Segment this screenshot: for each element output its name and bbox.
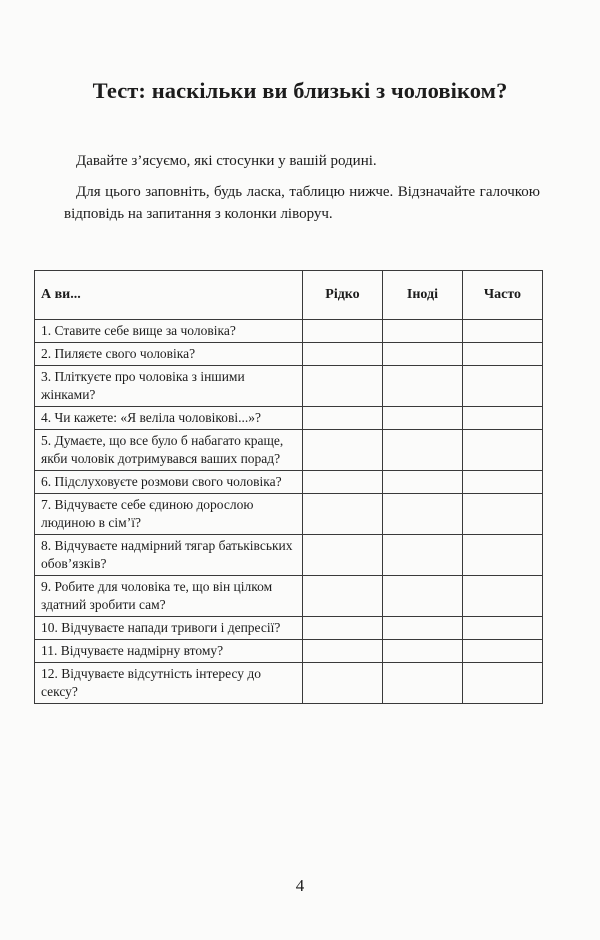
answer-cell-rarely[interactable] <box>302 366 382 407</box>
answer-cell-rarely[interactable] <box>302 430 382 471</box>
column-header-often: Часто <box>462 271 542 320</box>
table-row <box>35 535 543 576</box>
answer-cell-often[interactable] <box>462 471 542 494</box>
question-text: 10. Відчуваєте напади тривоги і депресії? <box>35 617 303 640</box>
table-row <box>35 494 543 535</box>
answer-cell-often[interactable] <box>462 407 542 430</box>
answer-cell-rarely[interactable] <box>302 320 382 343</box>
answer-cell-often[interactable] <box>462 494 542 535</box>
table-row <box>35 617 543 640</box>
answer-cell-sometimes[interactable] <box>382 494 462 535</box>
answer-cell-often[interactable] <box>462 320 542 343</box>
answer-cell-often[interactable] <box>462 535 542 576</box>
answer-cell-often[interactable] <box>462 663 542 704</box>
answer-cell-rarely[interactable] <box>302 535 382 576</box>
page-number: 4 <box>295 876 305 895</box>
table-row <box>35 471 543 494</box>
answer-cell-rarely[interactable] <box>302 617 382 640</box>
question-text: 7. Відчуваєте себе єдиною дорослою людиною в сім’ї? <box>35 494 303 535</box>
column-header-sometimes: Іноді <box>382 271 462 320</box>
question-text: 1. Ставите себе вище за чоловіка? <box>35 320 303 343</box>
answer-cell-sometimes[interactable] <box>382 471 462 494</box>
answer-cell-sometimes[interactable] <box>382 617 462 640</box>
table-row <box>35 640 543 663</box>
question-text: 2. Пиляєте свого чоловіка? <box>35 343 303 366</box>
answer-cell-sometimes[interactable] <box>382 535 462 576</box>
intro-paragraph-1: Давайте з’ясуємо, які стосунки у вашій родині. <box>76 153 377 169</box>
question-text: 12. Відчуваєте відсутність інтересу до сексу? <box>35 663 303 704</box>
answer-cell-often[interactable] <box>462 430 542 471</box>
table-row <box>35 576 543 617</box>
answer-cell-sometimes[interactable] <box>382 407 462 430</box>
table-header-row <box>35 271 543 320</box>
answer-cell-rarely[interactable] <box>302 640 382 663</box>
answer-cell-often[interactable] <box>462 640 542 663</box>
answer-cell-rarely[interactable] <box>302 494 382 535</box>
page-title: Тест: наскільки ви близькі з чоловіком? <box>92 78 508 103</box>
answer-cell-rarely[interactable] <box>302 471 382 494</box>
table-row <box>35 320 543 343</box>
table-row <box>35 663 543 704</box>
column-header-question: А ви... <box>35 271 303 320</box>
answer-cell-rarely[interactable] <box>302 663 382 704</box>
intro-paragraph-2: Для цього заповніть, будь ласка, таблицю нижче. Відзначайте галочкою відповідь на запитання з колонки ліворуч. <box>64 184 540 222</box>
answer-cell-often[interactable] <box>462 366 542 407</box>
question-text: 8. Відчуваєте надмірний тягар батьківських обов’язків? <box>35 535 303 576</box>
answer-cell-rarely[interactable] <box>302 576 382 617</box>
question-text: 5. Думаєте, що все було б набагато краще, якби чоловік дотримувався ваших порад? <box>35 430 303 471</box>
answer-cell-sometimes[interactable] <box>382 366 462 407</box>
answer-cell-often[interactable] <box>462 576 542 617</box>
table-row <box>35 366 543 407</box>
answer-cell-sometimes[interactable] <box>382 430 462 471</box>
question-text: 6. Підслуховуєте розмови свого чоловіка? <box>35 471 303 494</box>
answer-cell-often[interactable] <box>462 617 542 640</box>
answer-cell-rarely[interactable] <box>302 343 382 366</box>
answer-cell-sometimes[interactable] <box>382 576 462 617</box>
answer-cell-sometimes[interactable] <box>382 320 462 343</box>
table-row <box>35 407 543 430</box>
answer-cell-sometimes[interactable] <box>382 343 462 366</box>
table-row <box>35 430 543 471</box>
column-header-rarely: Рідко <box>302 271 382 320</box>
survey-table <box>34 270 543 704</box>
question-text: 11. Відчуваєте надмірну втому? <box>35 640 303 663</box>
answer-cell-often[interactable] <box>462 343 542 366</box>
answer-cell-rarely[interactable] <box>302 407 382 430</box>
table-row <box>35 343 543 366</box>
question-text: 9. Робите для чоловіка те, що він цілком здатний зробити сам? <box>35 576 303 617</box>
answer-cell-sometimes[interactable] <box>382 640 462 663</box>
answer-cell-sometimes[interactable] <box>382 663 462 704</box>
question-text: 3. Пліткуєте про чоловіка з іншими жінками? <box>35 366 303 407</box>
question-text: 4. Чи кажете: «Я веліла чоловікові...»? <box>35 407 303 430</box>
